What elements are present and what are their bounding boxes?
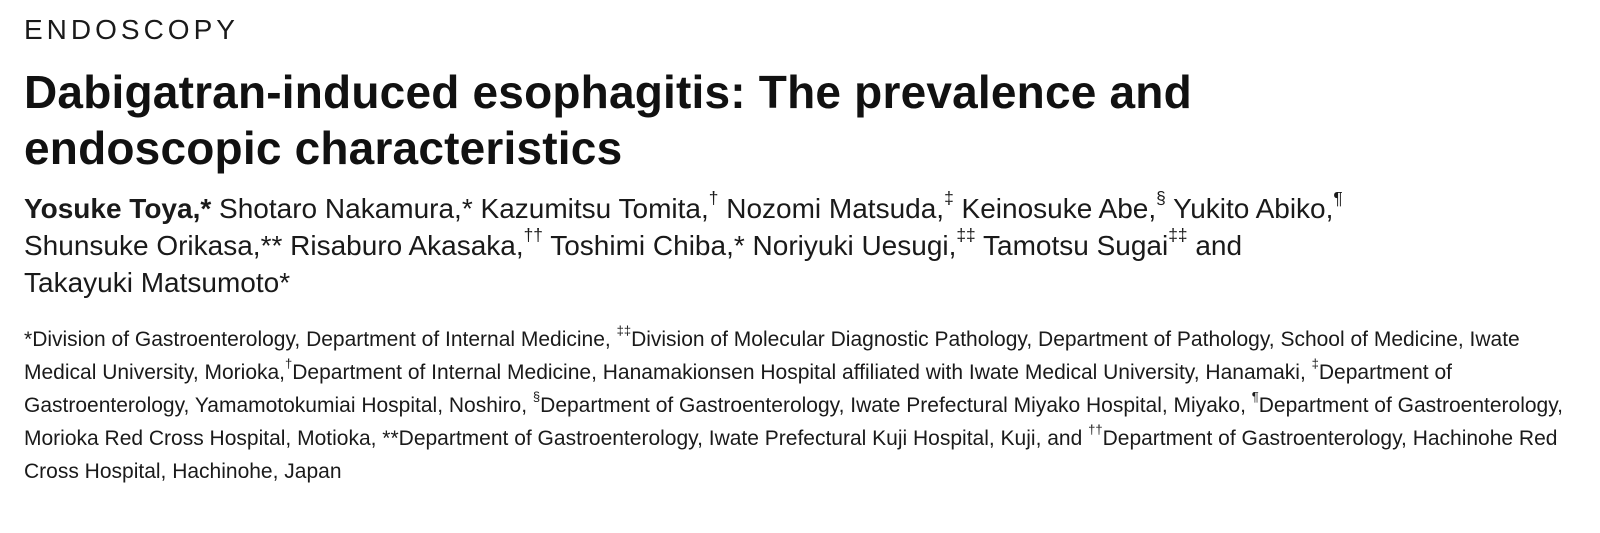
author-mark: ‡‡: [1168, 225, 1188, 246]
affiliation-list: [24, 323, 1564, 488]
affiliation-mark: †: [285, 356, 293, 372]
author-mark: ‡: [944, 188, 954, 209]
affiliation-mark: ‡: [1311, 356, 1319, 372]
author-name: Tamotsu Sugai: [983, 230, 1169, 261]
author-conjunction: and: [1195, 230, 1243, 261]
author-name: Takayuki Matsumoto: [24, 267, 280, 298]
affiliation-text: Department of Gastroenterology, Morioka Red Cross Hospital, Motioka,: [24, 394, 1564, 450]
section-label: ENDOSCOPY: [24, 14, 239, 45]
affiliation-text: Department of Internal Medicine, Hanamakionsen Hospital affiliated with Iwate Medical University, Hanamaki,: [292, 361, 1312, 384]
affiliation-mark: ¶: [1251, 389, 1259, 405]
author-name: Yukito Abiko,: [1173, 193, 1334, 224]
author-mark: *: [461, 193, 473, 224]
author-mark: *: [279, 267, 291, 298]
author-name: Shotaro Nakamura,: [219, 193, 462, 224]
affiliation-text: Department of Gastroenterology, Iwate Prefectural Miyako Hospital, Miyako,: [540, 394, 1252, 417]
affiliation-mark: ††: [1088, 422, 1103, 438]
author-name: Noriyuki Uesugi,: [752, 230, 957, 261]
author-mark: †: [708, 188, 719, 209]
affiliation-mark: ‡‡: [616, 323, 632, 339]
author-list: [24, 190, 1584, 301]
affiliation-mark: *: [24, 328, 33, 351]
article-header: [24, 12, 1584, 488]
author-name: Nozomi Matsuda,: [726, 193, 945, 224]
author-mark: *: [200, 193, 212, 224]
author-mark: ††: [523, 225, 543, 246]
affiliation-text: Department of Gastroenterology, Yamamotokumiai Hospital, Noshiro,: [24, 361, 1452, 417]
affiliation-mark: **: [382, 427, 399, 450]
author-mark: **: [260, 230, 283, 261]
author-name: Yosuke Toya,: [24, 193, 201, 224]
title-line-1: Dabigatran-induced esophagitis: The prevalence and: [24, 66, 1192, 118]
affiliation-mark: §: [532, 389, 541, 405]
author-name: Keinosuke Abe,: [961, 193, 1157, 224]
article-title: [24, 64, 1584, 176]
author-mark: ¶: [1333, 188, 1343, 209]
author-mark: ‡‡: [956, 225, 976, 246]
author-name: Kazumitsu Tomita,: [480, 193, 709, 224]
author-name: Risaburo Akasaka,: [290, 230, 524, 261]
affiliation-text: Division of Gastroenterology, Department of Internal Medicine,: [32, 328, 617, 351]
author-mark: §: [1156, 188, 1166, 209]
affiliation-text: Department of Gastroenterology, Iwate Prefectural Kuji Hospital, Kuji, and: [398, 427, 1089, 450]
author-name: Toshimi Chiba,: [550, 230, 734, 261]
title-line-2: endoscopic characteristics: [24, 122, 623, 174]
affiliation-text: Department of Gastroenterology, Hachinohe Red Cross Hospital, Hachinohe, Japan: [24, 427, 1558, 483]
affiliation-text: Division of Molecular Diagnostic Pathology, Department of Pathology, School of Medicine, Iwate Medical University, Morioka,: [24, 328, 1520, 384]
author-mark: *: [733, 230, 745, 261]
author-name: Shunsuke Orikasa,: [24, 230, 261, 261]
